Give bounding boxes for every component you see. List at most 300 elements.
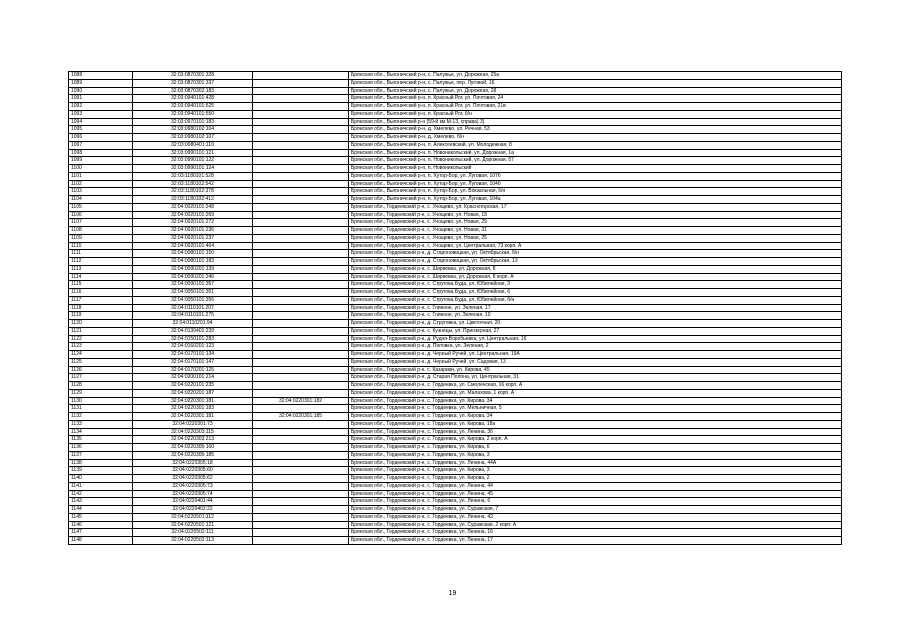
table-row [69,157,842,165]
address-cell: Брянская обл., Гордеевский р-н, д. Поповка, ул. Зеленая, 2 [349,343,842,351]
row-number-cell: 1119 [69,312,133,320]
address-cell: Брянская обл., Гордеевский р-н, с. Гордеевка, ул. Ленина, 44А [349,459,842,467]
related-cadastral-number-cell [253,281,349,289]
table-row [69,389,842,397]
row-number-cell: 1144 [69,506,133,514]
row-number-cell: 1125 [69,358,133,366]
cadastral-number-cell: 32:03:0870302:183 [133,87,253,95]
table-row [69,234,842,242]
address-cell: Брянская обл., Выгоничский р-н, п. Красный Рог, ул. Почтовая, 24 [349,95,842,103]
related-cadastral-number-cell [253,103,349,111]
address-cell: Брянская обл., Выгоничский р-н, п. Красный Рог, б/н [349,110,842,118]
row-number-cell: 1138 [69,459,133,467]
table-row [69,436,842,444]
cadastral-number-cell: 32:04:0220301:73 [133,420,253,428]
related-cadastral-number-cell [253,118,349,126]
related-cadastral-number-cell [253,467,349,475]
cadastral-number-cell: 32:03:0940101:525 [133,103,253,111]
row-number-cell: 1146 [69,521,133,529]
table-row [69,172,842,180]
cadastral-number-cell: 32:04:0090101:357 [133,281,253,289]
table-row [69,180,842,188]
row-number-cell: 1111 [69,250,133,258]
row-number-cell: 1136 [69,444,133,452]
address-cell: Брянская обл., Выгоничский р-н, с. Палужье, пер. Луговой, 16 [349,79,842,87]
related-cadastral-number-cell [253,242,349,250]
related-cadastral-number-cell: 32:04:0220301:185 [253,413,349,421]
related-cadastral-number-cell [253,95,349,103]
address-cell: Брянская обл., Выгоничский р-н, п. Хутор-Бор, ул. Луговая, 107б [349,172,842,180]
table-row [69,428,842,436]
address-cell: Брянская обл., Гордеевский р-н, с. Гордеевка, ул. Суражская, 2 корп. А [349,521,842,529]
address-cell: Брянская обл., Выгоничский р-н, п. Хутор-Бор, ул. Луговая, 104б [349,180,842,188]
cadastral-number-cell: 32:03:1180102:412 [133,196,253,204]
related-cadastral-number-cell [253,428,349,436]
row-number-cell: 1133 [69,420,133,428]
cadastral-number-cell: 32:04:0110101:275 [133,312,253,320]
cadastral-number-cell: 32:04:0200101:214 [133,374,253,382]
row-number-cell: 1124 [69,351,133,359]
row-number-cell: 1122 [69,335,133,343]
cadastral-number-cell: 32:03:0990101:122 [133,157,253,165]
row-number-cell: 1121 [69,327,133,335]
related-cadastral-number-cell [253,250,349,258]
table-row [69,498,842,506]
row-number-cell: 1145 [69,513,133,521]
table-row [69,165,842,173]
cadastral-number-cell: 32:04:0020101:269 [133,211,253,219]
table-row [69,335,842,343]
related-cadastral-number-cell [253,219,349,227]
cadastral-number-cell: 32:03:0990101:124 [133,165,253,173]
table-row [69,103,842,111]
related-cadastral-number-cell [253,203,349,211]
related-cadastral-number-cell [253,405,349,413]
related-cadastral-number-cell [253,506,349,514]
address-cell: Брянская обл., Гордеевский р-н, с. Казарики, ул. Кирова, 45 [349,366,842,374]
row-number-cell: 1115 [69,281,133,289]
cadastral-number-cell: 32:04:0220502:113 [133,537,253,545]
related-cadastral-number-cell [253,482,349,490]
cadastral-number-cell: 32:04:0050101:351 [133,289,253,297]
related-cadastral-number-cell [253,513,349,521]
address-cell: Брянская обл., Гордеевский р-н, с. Унощево, ул. Красногорская, 17 [349,203,842,211]
cadastral-number-cell: 32:04:0220303:213 [133,436,253,444]
related-cadastral-number-cell [253,389,349,397]
address-cell: Брянская обл., Гордеевский р-н, д. Старая Полона, ул. Центральная, 31 [349,374,842,382]
table-row [69,72,842,80]
address-cell: Брянская обл., Гордеевский р-н, д. Струговка, ул. Цветочная, 20 [349,320,842,328]
cadastral-number-cell: 32:04:0110201:94 [133,320,253,328]
table-row [69,529,842,537]
row-number-cell: 1134 [69,428,133,436]
address-cell: Брянская обл., Гордеевский р-н, с. Гордеевка, ул. Ленина, 6 [349,498,842,506]
row-number-cell: 1103 [69,188,133,196]
related-cadastral-number-cell [253,366,349,374]
table-row [69,211,842,219]
cadastral-number-cell: 32:03:0870301:337 [133,79,253,87]
address-cell: Брянская обл., Гордеевский р-н, с. Гордеевка, ул. Кирова, 2 корп. А [349,436,842,444]
table-row [69,87,842,95]
table-row [69,312,842,320]
address-cell: Брянская обл., Гордеевский р-н, с. Гордеевка, ул. Мельничная, 5 [349,405,842,413]
table-row [69,537,842,545]
table-row [69,149,842,157]
related-cadastral-number-cell [253,529,349,537]
row-number-cell: 1143 [69,498,133,506]
address-cell: Брянская обл., Гордеевский р-н, с. Унощево, ул. Новая, 25 [349,234,842,242]
cadastral-number-cell: 32:03:0980401:110 [133,141,253,149]
row-number-cell: 1107 [69,219,133,227]
row-number-cell: 1108 [69,227,133,235]
address-cell: Брянская обл., Выгоничский р-н, д. Хмелево, ул. Речная, 53 [349,126,842,134]
table-row [69,405,842,413]
page-number: 19 [448,590,457,597]
row-number-cell: 1101 [69,172,133,180]
related-cadastral-number-cell [253,296,349,304]
row-number-cell: 1126 [69,366,133,374]
cadastral-number-cell: 32:04:0170101:147 [133,358,253,366]
related-cadastral-number-cell [253,87,349,95]
cadastral-number-cell: 32:04:0020101:272 [133,219,253,227]
cadastral-number-cell: 32:03:0980102:107 [133,134,253,142]
row-number-cell: 1132 [69,413,133,421]
table-row [69,227,842,235]
table-row [69,265,842,273]
row-number-cell: 1139 [69,467,133,475]
table-row [69,413,842,421]
address-cell: Брянская обл., Гордеевский р-н, с. Гордеевка, ул. Кирова, 3 [349,467,842,475]
related-cadastral-number-cell: 32:04:0220301:182 [253,397,349,405]
table-row [69,258,842,266]
address-cell: Брянская обл., Гордеевский р-н, с. Унощево, ул. Новая, 18 [349,211,842,219]
related-cadastral-number-cell [253,521,349,529]
related-cadastral-number-cell [253,436,349,444]
cadastral-number-cell: 32:04:0220201:187 [133,389,253,397]
table-row [69,118,842,126]
table-row [69,351,842,359]
cadastral-number-cell: 32:04:0220401:44 [133,498,253,506]
table-row [69,459,842,467]
cadastral-number-cell: 32:04:0020101:248 [133,203,253,211]
cadastral-number-cell: 32:04:0220501:121 [133,521,253,529]
address-cell: Брянская обл., Гордеевский р-н, с. Гордеевка, ул. Ленина, 16 [349,529,842,537]
cadastral-number-cell: 32:04:0220101:235 [133,382,253,390]
cadastral-number-cell: 32:04:0220305:185 [133,451,253,459]
address-cell: Брянская обл., Гордеевский р-н, с. Гордеевка, ул. Кирова, 18а [349,420,842,428]
related-cadastral-number-cell [253,265,349,273]
cadastral-number-cell: 32:04:0050101:356 [133,296,253,304]
address-cell: Брянская обл., Гордеевский р-н, д. Староновицкая, ул. Октябрьская, б/н [349,250,842,258]
address-cell: Брянская обл., Выгоничский р-н, п. Новоникольский, ул. Дорожная, 1а [349,149,842,157]
related-cadastral-number-cell [253,498,349,506]
row-number-cell: 1096 [69,134,133,142]
related-cadastral-number-cell [253,289,349,297]
table-row [69,513,842,521]
address-cell: Брянская обл., Выгоничский р-н, п. Новоникольский [349,165,842,173]
related-cadastral-number-cell [253,420,349,428]
table-row [69,327,842,335]
row-number-cell: 1123 [69,343,133,351]
related-cadastral-number-cell [253,196,349,204]
related-cadastral-number-cell [253,180,349,188]
table-row [69,343,842,351]
data-table [68,71,842,545]
cadastral-number-cell: 32:04:0220501:112 [133,513,253,521]
related-cadastral-number-cell [253,141,349,149]
address-cell: Брянская обл., Гордеевский р-н, с. Гордеевка, ул. Ленина, 42 [349,513,842,521]
address-cell: Брянская обл., Гордеевский р-н, с. Гордеевка, ул. Ленина, 45 [349,490,842,498]
row-number-cell: 1110 [69,242,133,250]
row-number-cell: 1095 [69,126,133,134]
row-number-cell: 1091 [69,95,133,103]
cadastral-number-cell: 32:04:0220301:181 [133,397,253,405]
related-cadastral-number-cell [253,382,349,390]
related-cadastral-number-cell [253,451,349,459]
cadastral-number-cell: 32:04:0220305:73 [133,482,253,490]
row-number-cell: 1148 [69,537,133,545]
table-row [69,203,842,211]
row-number-cell: 1127 [69,374,133,382]
related-cadastral-number-cell [253,475,349,483]
cadastral-number-cell: 32:03:0940101:550 [133,110,253,118]
related-cadastral-number-cell [253,157,349,165]
cadastral-number-cell: 32:04:0020101:237 [133,234,253,242]
address-cell: Брянская обл., Гордеевский р-н, с. Гордеевка, ул. Смоленская, 16 корп. А [349,382,842,390]
row-number-cell: 1093 [69,110,133,118]
cadastral-number-cell: 32:04:0090201:246 [133,273,253,281]
address-cell: Брянская обл., Выгоничский р-н, д. Хмелево, б/н [349,134,842,142]
cadastral-number-cell: 32:04:0220305:18 [133,459,253,467]
row-number-cell: 1104 [69,196,133,204]
cadastral-number-cell: 32:04:0220305:74 [133,490,253,498]
related-cadastral-number-cell [253,134,349,142]
address-cell: Брянская обл., Гордеевский р-н, с. Струговa Буда, ул. Юбилейная, 6 [349,289,842,297]
address-cell: Брянская обл., Выгоничский р-н, п. Хутор-Бор, ул. Вокзальная, б/н [349,188,842,196]
address-cell: Брянская обл., Гордеевский р-н, д. Рудня-Воробьевка, ул. Центральная, 16 [349,335,842,343]
cadastral-number-cell: 32:04:0220301:183 [133,405,253,413]
cadastral-number-cell: 32:04:0090201:139 [133,265,253,273]
cadastral-number-cell: 32:04:0220305:60 [133,467,253,475]
row-number-cell: 1131 [69,405,133,413]
row-number-cell: 1102 [69,180,133,188]
table-row [69,289,842,297]
table-row [69,467,842,475]
row-number-cell: 1109 [69,234,133,242]
related-cadastral-number-cell [253,258,349,266]
row-number-cell: 1098 [69,149,133,157]
cadastral-number-cell: 32:04:0110101:207 [133,304,253,312]
cadastral-number-cell: 32:04:0020101:236 [133,227,253,235]
address-cell: Брянская обл., Гордеевский р-н, с. Ширяевка, ул. Дорожная, 8 корп. А [349,273,842,281]
row-number-cell: 1089 [69,79,133,87]
address-cell: Брянская обл., Гордеевский р-н, с. Гордеевка, ул. Малахова, 1 корп. А [349,389,842,397]
row-number-cell: 1097 [69,141,133,149]
address-cell: Брянская обл., Гордеевский р-н, с. Гордеевка, ул. Кирова, 3 [349,451,842,459]
table-row [69,296,842,304]
row-number-cell: 1106 [69,211,133,219]
row-number-cell: 1120 [69,320,133,328]
cadastral-number-cell: 32:04:0220502:111 [133,529,253,537]
address-cell: Брянская обл., Гордеевский р-н, с. Струговa Буда, ул. Юбилейная, 3 [349,281,842,289]
row-number-cell: 1117 [69,296,133,304]
row-number-cell: 1140 [69,475,133,483]
table-row [69,320,842,328]
table-row [69,242,842,250]
row-number-cell: 1113 [69,265,133,273]
address-cell: Брянская обл., Гордеевский р-н, с. Глинное, ул. Зеленая, 17 [349,304,842,312]
cadastral-number-cell: 32:04:0220402:22 [133,506,253,514]
cadastral-number-cell: 32:04:0160201:123 [133,343,253,351]
address-cell: Брянская обл., Гордеевский р-н, с. Гордеевка, ул. Кирова, 2 [349,475,842,483]
row-number-cell: 1118 [69,304,133,312]
table-row [69,110,842,118]
row-number-cell: 1147 [69,529,133,537]
related-cadastral-number-cell [253,227,349,235]
related-cadastral-number-cell [253,273,349,281]
cadastral-number-cell: 32:04:0080101:183 [133,258,253,266]
row-number-cell: 1137 [69,451,133,459]
address-cell: Брянская обл., Выгоничский р-н, с. Палужье, ул. Дорожная, 25а [349,72,842,80]
cadastral-number-cell: 32:04:0170101:134 [133,351,253,359]
address-cell: Брянская обл., Выгоничский р-н, п. Красный Рог, ул. Почтовая, 21в [349,103,842,111]
related-cadastral-number-cell [253,79,349,87]
related-cadastral-number-cell [253,312,349,320]
table-row [69,358,842,366]
cadastral-number-cell: 32:04:0220305:160 [133,444,253,452]
address-cell: Брянская обл., Гордеевский р-н, с. Глинное, ул. Зеленая, 10 [349,312,842,320]
cadastral-number-cell: 32:03:0990101:121 [133,149,253,157]
related-cadastral-number-cell [253,459,349,467]
address-cell: Брянская обл., Гордеевский р-н, д. Черный Ручей, ул. Садовая, 13 [349,358,842,366]
table-body [69,72,842,545]
related-cadastral-number-cell [253,149,349,157]
address-cell: Брянская обл., Выгоничский р-н, с. Палужье, ул. Дорожная, 28 [349,87,842,95]
cadastral-number-cell: 32:04:0080101:150 [133,250,253,258]
table-row [69,281,842,289]
related-cadastral-number-cell [253,351,349,359]
row-number-cell: 1129 [69,389,133,397]
related-cadastral-number-cell [253,335,349,343]
table-row [69,134,842,142]
table-row [69,451,842,459]
address-cell: Брянская обл., Гордеевский р-н, с. Гордеевка, ул. Ленина, 17 [349,537,842,545]
related-cadastral-number-cell [253,72,349,80]
address-cell: Брянская обл., Выгоничский р-н, п. Хутор-Бор, ул. Луговая, 104а [349,196,842,204]
row-number-cell: 1114 [69,273,133,281]
related-cadastral-number-cell [253,234,349,242]
address-cell: Брянская обл., Гордеевский р-н, с. Гордеевка, ул. Кирова, 34 [349,413,842,421]
table-row [69,444,842,452]
table-row [69,250,842,258]
related-cadastral-number-cell [253,126,349,134]
address-cell: Брянская обл., Гордеевский р-н, д. Черный Ручей, ул. Центральная, 19А [349,351,842,359]
row-number-cell: 1092 [69,103,133,111]
address-cell: Брянская обл., Гордеевский р-н, с. Ширяевка, ул. Дорожная, 8 [349,265,842,273]
related-cadastral-number-cell [253,188,349,196]
address-cell: Брянская обл., Гордеевский р-н, с. Унощево, ул. Новая, 29 [349,219,842,227]
table-row [69,490,842,498]
address-cell: Брянская обл., Гордеевский р-н, с. Кузнецы, ул. Приозерная, 27 [349,327,842,335]
cadastral-number-cell: 32:04:0220305:62 [133,475,253,483]
related-cadastral-number-cell [253,537,349,545]
table-row [69,219,842,227]
row-number-cell: 1128 [69,382,133,390]
table-row [69,141,842,149]
related-cadastral-number-cell [253,320,349,328]
related-cadastral-number-cell [253,490,349,498]
table-row [69,475,842,483]
cadastral-number-cell: 32:03:0940101:428 [133,95,253,103]
related-cadastral-number-cell [253,172,349,180]
row-number-cell: 1094 [69,118,133,126]
row-number-cell: 1112 [69,258,133,266]
table-row [69,397,842,405]
address-cell: Брянская обл., Гордеевский р-н, с. Унощево, ул. Центральная, 73 корп. А [349,242,842,250]
address-cell: Брянская обл., Гордеевский р-н, с. Струговa Буда, ул. Юбилейная, б/н [349,296,842,304]
row-number-cell: 1100 [69,165,133,173]
table-row [69,196,842,204]
cadastral-number-cell: 32:04:0220301:181 [133,413,253,421]
cadastral-number-cell: 32:04:0170201:125 [133,366,253,374]
address-cell: Брянская обл., Выгоничский р-н (59-й км М-13, справа) 3) [349,118,842,126]
cadastral-number-cell: 32:03:1180102:378 [133,188,253,196]
address-cell: Брянская обл., Гордеевский р-н, с. Гордеевка, ул. Суражская, 7 [349,506,842,514]
table-row [69,126,842,134]
cadastral-number-cell: 32:04:0150101:283 [133,335,253,343]
cadastral-number-cell: 32:03:0980102:104 [133,126,253,134]
row-number-cell: 1142 [69,490,133,498]
cadastral-number-cell: 32:04:0130401:239 [133,327,253,335]
address-cell: Брянская обл., Гордеевский р-н, с. Гордеевка, ул. Кирова, 34 [349,397,842,405]
related-cadastral-number-cell [253,444,349,452]
address-cell: Брянская обл., Гордеевский р-н, с. Гордеевка, ул. Ленина, 44 [349,482,842,490]
table-row [69,482,842,490]
table-row [69,304,842,312]
related-cadastral-number-cell [253,343,349,351]
table-row [69,382,842,390]
row-number-cell: 1116 [69,289,133,297]
cadastral-number-cell: 32:03:1180102:542 [133,180,253,188]
table-row [69,273,842,281]
cadastral-number-cell: 32:03:0970101:183 [133,118,253,126]
address-cell: Брянская обл., Гордеевский р-н, с. Гордеевка, ул. Кирова, 6 [349,444,842,452]
related-cadastral-number-cell [253,165,349,173]
cadastral-number-cell: 32:04:0220303:115 [133,428,253,436]
related-cadastral-number-cell [253,327,349,335]
table-row [69,95,842,103]
row-number-cell: 1090 [69,87,133,95]
table-row [69,521,842,529]
related-cadastral-number-cell [253,358,349,366]
table-row [69,79,842,87]
row-number-cell: 1135 [69,436,133,444]
cadastral-number-cell: 32:03:1180101:528 [133,172,253,180]
row-number-cell: 1099 [69,157,133,165]
table-row [69,506,842,514]
row-number-cell: 1105 [69,203,133,211]
cadastral-number-cell: 32:04:0020101:464 [133,242,253,250]
address-cell: Брянская обл., Гордеевский р-н, с. Унощево, ул. Новая, 31 [349,227,842,235]
row-number-cell: 1130 [69,397,133,405]
table-row [69,366,842,374]
table-row [69,188,842,196]
address-cell: Брянская обл., Выгоничский р-н, п. Новоникольский, ул. Дорожная, 57 [349,157,842,165]
address-cell: Брянская обл., Выгоничский р-н, п. Алексеевский, ул. Молодежная, 8 [349,141,842,149]
address-cell: Брянская обл., Гордеевский р-н, с. Гордеевка, ул. Ленина, 36 [349,428,842,436]
table-row [69,420,842,428]
related-cadastral-number-cell [253,304,349,312]
